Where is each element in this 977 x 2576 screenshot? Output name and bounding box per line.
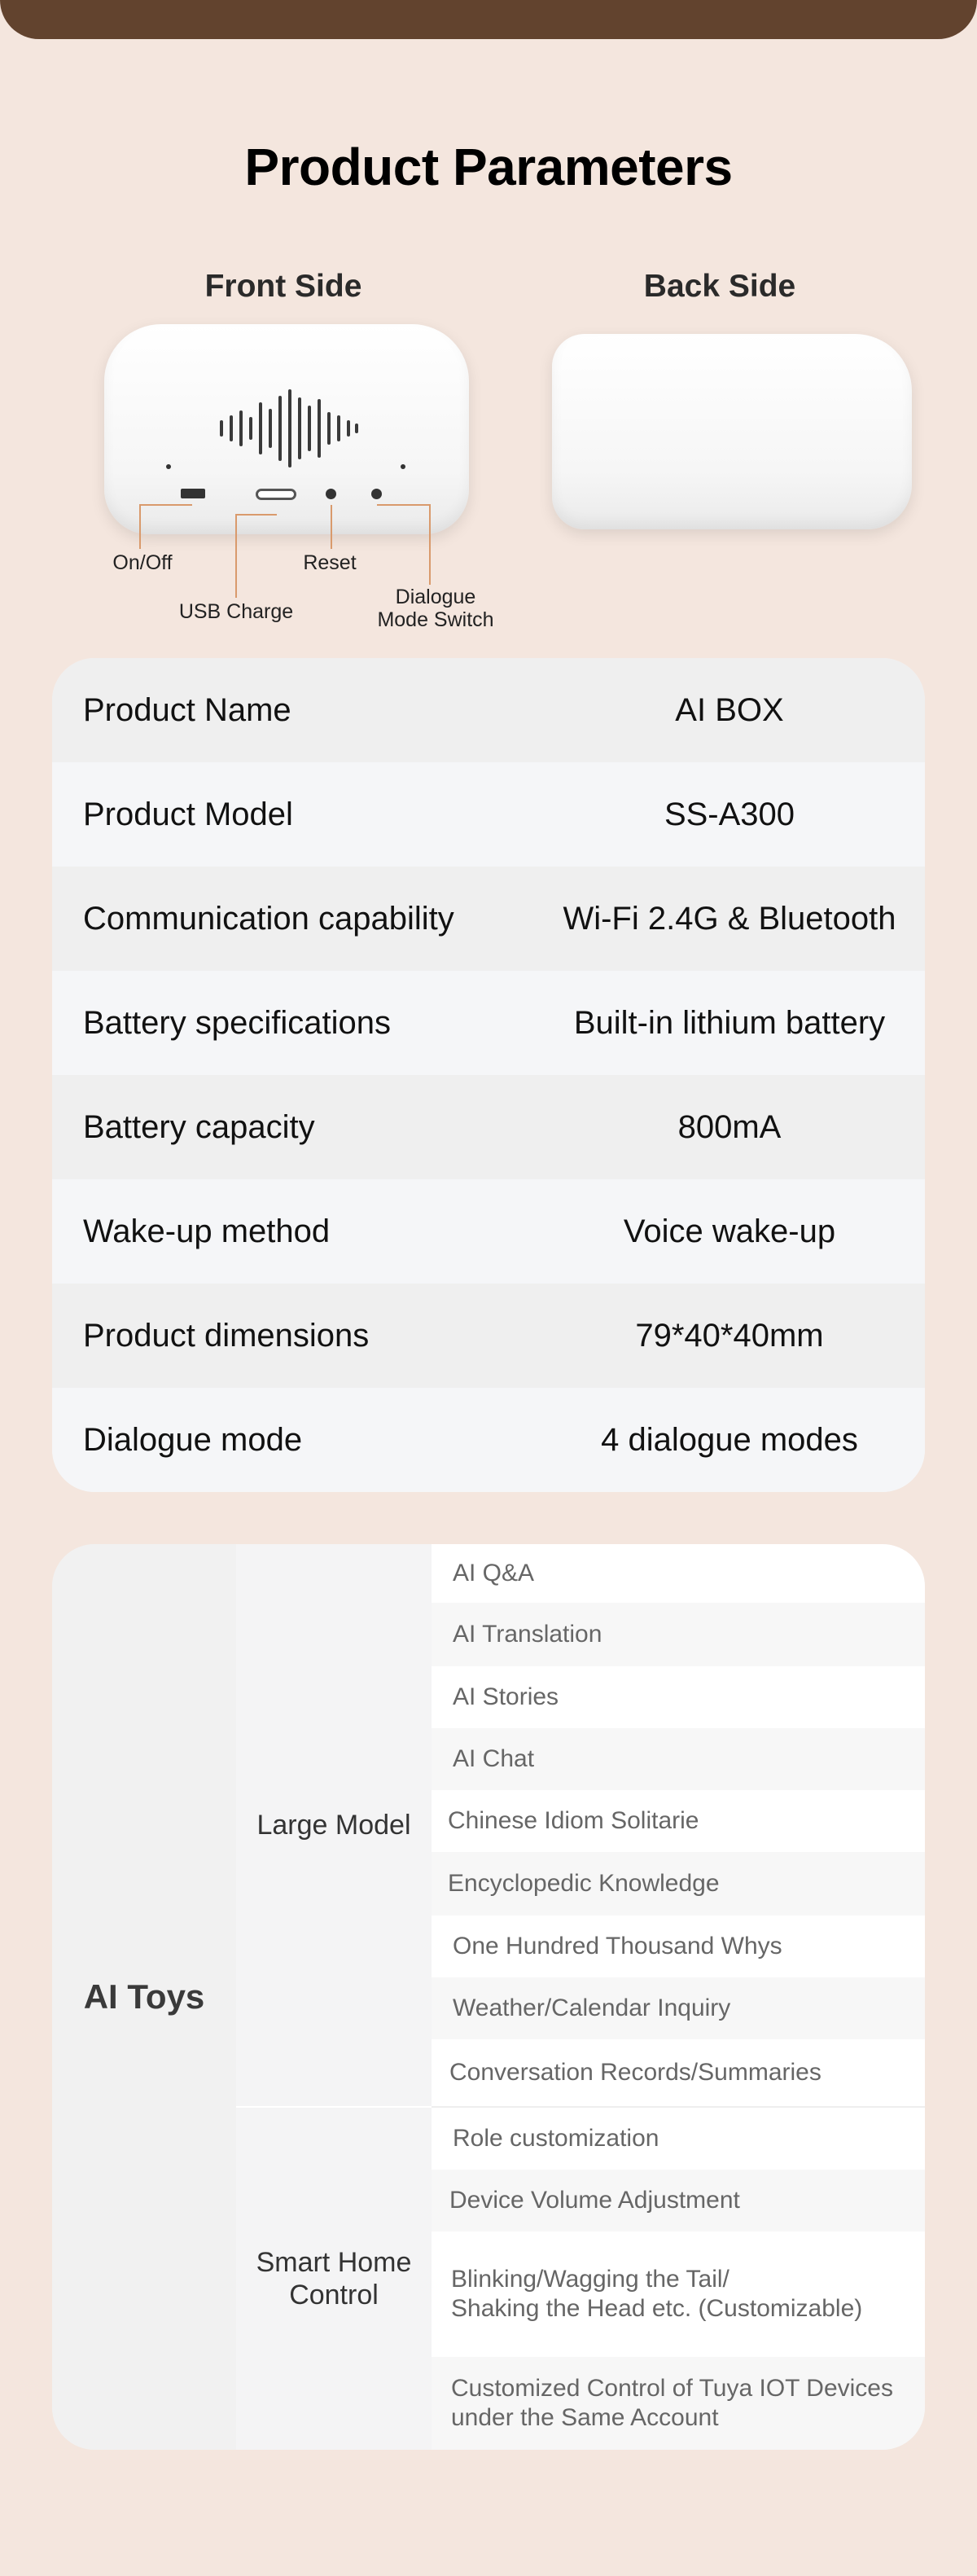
feature-item: Chinese Idiom Solitarie: [432, 1790, 925, 1852]
spec-value: 4 dialogue modes: [601, 1421, 858, 1458]
feature-item: Role customization: [432, 2106, 925, 2170]
feature-group-smart-home: Smart Home Control: [236, 2106, 432, 2450]
spec-row: [52, 971, 925, 1075]
reset-label: Reset: [303, 551, 357, 574]
feature-item: Blinking/Wagging the Tail/ Shaking the Head etc. (Customizable): [432, 2232, 925, 2357]
feature-item: Customized Control of Tuya IOT Devices under the Same Account: [432, 2357, 925, 2450]
spec-label: Wake-up method: [83, 1213, 331, 1249]
feature-item: AI Chat: [432, 1728, 925, 1790]
spec-value: 79*40*40mm: [635, 1317, 824, 1354]
spec-label: Product dimensions: [83, 1317, 370, 1354]
features-table: [52, 1544, 925, 2450]
feature-category: AI Toys: [52, 1544, 236, 2450]
spec-value: Built-in lithium battery: [573, 1004, 886, 1041]
spec-label: Product Model: [83, 796, 293, 832]
feature-item: Encyclopedic Knowledge: [432, 1852, 925, 1916]
back-side-label: Back Side: [643, 269, 796, 304]
page-title: Product Parameters: [244, 138, 733, 196]
spec-label: Dialogue mode: [83, 1421, 303, 1458]
spec-row: [52, 1179, 925, 1284]
spec-row: [52, 1075, 925, 1179]
feature-group-large-model: Large Model: [236, 1544, 432, 2106]
feature-item: One Hundred Thousand Whys: [432, 1916, 925, 1977]
feature-item: AI Q&A: [432, 1544, 925, 1603]
spec-label: Communication capability: [83, 900, 454, 937]
usb-charge-label: USB Charge: [178, 600, 294, 623]
feature-item: AI Translation: [432, 1603, 925, 1666]
on-off-label: On/Off: [112, 551, 173, 574]
feature-item: Weather/Calendar Inquiry: [432, 1977, 925, 2039]
spec-row: [52, 867, 925, 971]
spec-label: Product Name: [83, 691, 291, 728]
dialogue-mode-switch-label: Dialogue Mode Switch: [377, 586, 494, 631]
specs-table: [52, 658, 925, 1492]
spec-label: Battery specifications: [83, 1004, 391, 1041]
feature-items: [432, 1544, 925, 2450]
spec-value: 800mA: [677, 1108, 782, 1145]
spec-row: [52, 1388, 925, 1492]
front-side-label: Front Side: [204, 269, 362, 304]
spec-value: Wi-Fi 2.4G & Bluetooth: [563, 900, 896, 937]
feature-item: Conversation Records/Summaries: [432, 2039, 925, 2106]
spec-row: [52, 658, 925, 762]
feature-item: AI Stories: [432, 1666, 925, 1728]
spec-row: [52, 762, 925, 867]
spec-label: Battery capacity: [83, 1108, 315, 1145]
spec-value: Voice wake-up: [623, 1213, 836, 1249]
spec-value: SS-A300: [664, 796, 795, 832]
spec-row: [52, 1284, 925, 1388]
spec-value: AI BOX: [675, 691, 784, 728]
feature-item: Device Volume Adjustment: [432, 2170, 925, 2232]
